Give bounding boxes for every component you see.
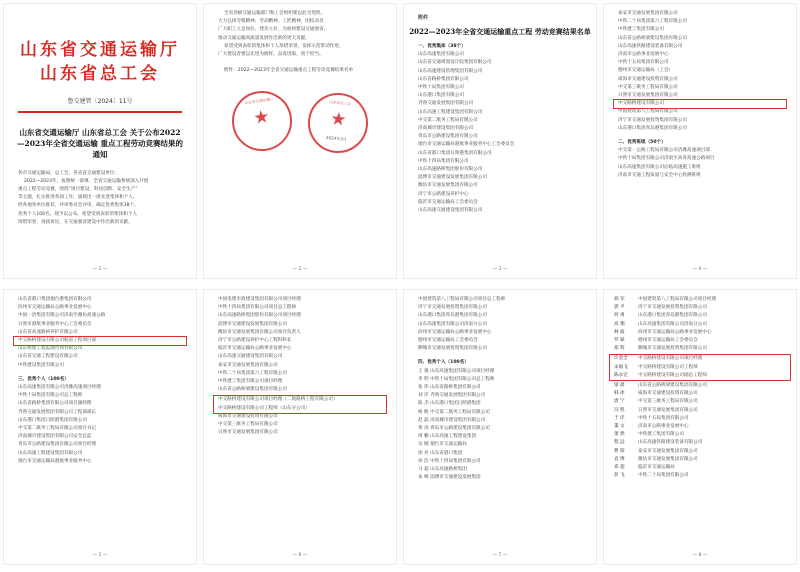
list-item: 日照市交通发展集团有限公司 <box>618 93 678 99</box>
list-item: 滨州市交通运输局公路事业发展中心 <box>418 329 492 335</box>
person-entry: 李 明 中铁十局集团有限公司总工程师 <box>418 376 495 382</box>
person-name: 林 波 <box>614 329 625 335</box>
person-name: 彭 飞 <box>614 473 625 479</box>
person-org: 济南市公路事业发展中心 <box>638 424 689 430</box>
person-entry: 周 鹏 山东高速工程建设集团 <box>418 434 477 440</box>
list-item: 潍坊市交通发展集团有限公司 <box>418 183 478 189</box>
highlighted-entry: 中交路桥建设有限公司工程师（山东分公司） <box>218 405 310 411</box>
list-item: 中铁十局集团有限公司济南至高青高速公路项目 <box>618 156 715 162</box>
list-item: 山东高速建设管理集团有限公司 <box>418 68 483 74</box>
list-item: 中铁十五局集团有限公司 <box>618 60 669 66</box>
seal-ring-text: 山东省交通运输厅 <box>244 97 274 106</box>
person-org: 滨州市交通运输局公路事业发展中心 <box>638 329 712 335</box>
person-entry: 吴 刚 烟台市交通运输局 <box>418 442 467 448</box>
section-heading: 三、优秀个人（100名） <box>18 376 69 382</box>
list-item: 中铁十四局集团有限公司 <box>418 158 469 164</box>
person-entry <box>604 398 796 406</box>
annex-label: 附件 <box>418 15 429 21</box>
list-item: 中国建筑第八工程局有限公司项目总工程师 <box>418 297 506 302</box>
list-item: 临沂市交通运输局公路事业发展中心 <box>218 346 292 352</box>
person-name: 程 远 <box>614 440 625 446</box>
list-item: 中交第三航务工程局有限公司 <box>618 84 678 90</box>
section-heading: 二、优秀班组（50个） <box>618 140 666 146</box>
person-entry <box>604 415 796 423</box>
document-number: 鲁交建管〔2024〕11号 <box>67 98 133 105</box>
list-item: 泰安市交通发展集团有限公司 <box>218 362 278 368</box>
list-item: 济宁市交通发展投资集团有限公司 <box>418 305 487 311</box>
issuer-org-2: 山东省总工会 <box>40 64 160 84</box>
list-title: 2022—2023年全省交通运输重点工程 劳动竞赛结果名单 <box>409 27 591 36</box>
person-entry: 黄 涛 青岛市公路建设集团有限公司 <box>418 426 490 432</box>
person-name: 郑 辉 <box>614 346 625 352</box>
list-item: 济宁市交通发展投资集团有限公司 <box>618 117 687 123</box>
red-divider <box>18 111 182 113</box>
document-page-7 <box>404 290 596 564</box>
list-item: 中交第二航务工程局有限公司项目书记 <box>18 426 97 432</box>
list-item: 威海市交通建设投资有限公司 <box>218 413 278 419</box>
issuer-org-1: 山东省交通运输厅 <box>20 40 180 60</box>
list-item: 山东省交通工程建设有限公司 <box>18 354 78 360</box>
list-item: 齐鲁交通发展集团有限公司工程部部长 <box>18 409 97 415</box>
person-entry: 孙 浩 中铁十四局集团有限公司 <box>418 458 481 464</box>
person-org: 中交路桥建设有限公司项目经理 <box>638 356 703 362</box>
person-name: 梁 晨 <box>614 383 625 389</box>
seal-ring-text: 山东省总工会 <box>329 100 352 107</box>
list-item: 中铁十局集团有限公司 <box>418 85 464 91</box>
person-org: 威海市交通建设投资有限公司 <box>638 391 698 397</box>
person-org: 临沂市交通运输局 <box>638 465 675 471</box>
page-number: — 6 — <box>292 553 308 558</box>
person-entry <box>604 472 796 480</box>
person-org: 中交路桥建设有限公司工程师 <box>638 364 698 370</box>
person-entry <box>604 423 796 431</box>
person-entry: 张 伟 山东省路桥集团有限公司 <box>418 385 481 391</box>
list-item: 烟台市交通运输局港航事业服务中心工会委员会 <box>418 142 515 148</box>
list-item: 山东高速集团有限公司 <box>418 52 464 58</box>
section-heading: 四、优秀个人（100名） <box>418 360 469 366</box>
body-line: 优秀个人100名，现予以公布。希望受到表彰的集体和个人 <box>18 211 138 217</box>
list-item: 聊城市交通发展投资集团有限公司 <box>418 346 487 352</box>
page-number: — 7 — <box>492 553 508 558</box>
highlight-box <box>610 355 790 380</box>
body-line: 全省各级交通运输部门和工会组织要以此为契机， <box>224 11 326 16</box>
person-name: 韩 冰 <box>614 391 625 397</box>
person-name: 唐 宁 <box>614 399 625 405</box>
star-icon: ★ <box>252 106 271 130</box>
person-entry <box>604 345 796 353</box>
person-org: 潍坊市交通发展集团有限公司 <box>638 456 698 462</box>
person-entry: 刘 洋 齐鲁交通发展集团有限公司 <box>418 393 486 399</box>
person-name: 于 洋 <box>614 415 625 421</box>
person-entry <box>604 439 796 447</box>
star-icon: ★ <box>329 108 348 132</box>
list-item: 山东高速工程建设集团有限公司 <box>18 450 83 456</box>
highlighted-entry: 中交路桥建设有限公司航道工程项目部 <box>14 337 186 345</box>
person-entry <box>604 296 796 304</box>
body-line: 2022—2023年，按照统一部署，全省交通运输系统深入开展 <box>24 178 149 184</box>
list-item: 中交第一公路工程局有限公司济潍高速项目部 <box>618 148 710 154</box>
list-item: 山东省路桥集团有限公司 <box>418 76 469 82</box>
list-item: 山东高速集团有限公司济潍高速项目经理 <box>18 385 101 391</box>
person-name: 董 文 <box>614 424 625 430</box>
list-item: 山东高速集团有限公司沾临高速施工班组 <box>618 164 701 170</box>
person-org: 中铁建工集团有限公司 <box>638 432 684 438</box>
list-item: 中国建筑第八工程局有限公司 <box>618 109 678 115</box>
list-item: 淄博市交通建设发展集团有限公司 <box>218 321 287 327</box>
list-item: 山东高速交通建设集团有限公司 <box>218 354 283 360</box>
list-item: 济南城市建设集团有限公司安全总监 <box>18 434 92 440</box>
person-entry <box>604 337 796 345</box>
person-name: 萧 然 <box>614 432 625 438</box>
list-item: 山东港口集团青岛港集团有限公司 <box>618 125 687 131</box>
list-item: 淄博市交通建设发展集团有限公司 <box>418 175 487 181</box>
list-item: 中铁建设集团有限公司 <box>18 362 64 368</box>
seal-stamp-2 <box>305 90 371 156</box>
body-line: 大力弘扬劳模精神、劳动精神、工匠精神，团结动员 <box>218 19 324 25</box>
body-line: 广大建设者要以先进为榜样，奋发进取，勇于担当。 <box>218 52 324 58</box>
person-name: 邓 超 <box>614 465 625 471</box>
list-item: 山东省港口集团日照港集团有限公司 <box>418 150 492 156</box>
person-entry <box>604 390 796 398</box>
person-name: 曹 阳 <box>614 448 625 454</box>
person-entry <box>604 382 796 390</box>
section-heading: 一、优秀集体（38个） <box>418 44 466 49</box>
person-org: 中铁十五局集团有限公司 <box>638 415 689 421</box>
person-entry: 王 强 山东高速集团有限公司项目经理 <box>418 368 495 374</box>
list-item: 德州市交通运输局（工会） <box>618 68 674 74</box>
page-number: — 1 — <box>92 267 108 272</box>
list-item: 齐鲁交通发展集团有限公司 <box>418 101 474 107</box>
person-org: 山东港口集团青岛港集团有限公司 <box>638 313 707 319</box>
highlight-box <box>214 396 386 412</box>
document-page-5 <box>4 290 196 564</box>
signing-date: 2024年3月 <box>325 135 347 143</box>
list-item: 济宁市公路建设养护中心工程科科长 <box>218 338 292 344</box>
person-entry <box>604 304 796 312</box>
list-item: 山东省公路桥梁建设集团有限公司 <box>218 387 287 393</box>
list-item: 烟台市交通运输局港航事业服务中心 <box>18 458 92 464</box>
body-line: 珍惜荣誉，再接再厉，在交通强省建设中作出新的贡献。 <box>18 219 133 225</box>
person-org: 日照市交通发展集团有限公司 <box>638 407 698 413</box>
person-entry <box>604 407 796 415</box>
list-item: 中交第二航务工程局有限公司 <box>418 117 478 123</box>
list-item: 中铁建工集团有限公司项目经理 <box>218 379 283 385</box>
highlighted-entry: 中交路桥建设有限公司 <box>614 100 786 108</box>
person-name: 罗 斌 <box>614 338 625 344</box>
list-item: 济南市交通工程质量与安全中心检测班组 <box>618 172 701 178</box>
highlighted-entry <box>610 364 790 372</box>
person-name: 冯 凯 <box>614 407 625 413</box>
list-item: 中国电建市政建设集团有限公司项目经理 <box>218 297 301 302</box>
person-entry: 马 超 山东高速路桥集团 <box>418 467 467 473</box>
list-item: 潍坊市交通发展集团有限公司项目负责人 <box>218 329 301 335</box>
body-line: 各市交通运输局、总工会，各省直交通建设单位： <box>18 170 120 176</box>
list-item: 济南城市建设集团有限公司 <box>418 126 474 132</box>
list-item: 中铁十四局集团有限公司项目总工程师 <box>218 305 297 311</box>
list-item: 山东省港口集团烟台港集团有限公司 <box>18 297 92 302</box>
attachment-note: 附件：2022—2023年全省交通运输重点工程劳动竞赛结果名单 <box>224 68 354 74</box>
list-item: 青岛市公路建设集团有限公司项目经理 <box>18 442 97 448</box>
person-org: 济宁市交通发展投资集团有限公司 <box>638 305 707 311</box>
person-entry: 杨 帆 中交第二航务工程局有限公司 <box>418 409 490 415</box>
list-item: 日照市交通发展集团有限公司 <box>218 430 278 436</box>
person-org: 中国建筑第八工程局有限公司项目经理 <box>638 297 717 302</box>
person-org: 中铁二十局集团有限公司 <box>638 473 689 479</box>
person-org: 中交路桥建设有限公司副总工程师 <box>638 372 707 378</box>
person-name: 袁 博 <box>614 456 625 462</box>
list-item: 中铁十局集团有限公司总工程师 <box>18 393 83 399</box>
person-org: 聊城市交通发展投资集团有限公司 <box>638 346 707 352</box>
list-item: 山东高速交通建设集团有限公司 <box>418 208 483 214</box>
person-name: 胡 军 <box>614 297 625 302</box>
page-number: — 8 — <box>692 553 708 558</box>
person-entry <box>604 448 796 456</box>
list-item: 中铁二十局集团第六工程有限公司 <box>218 370 287 376</box>
notice-title: 山东省交通运输厅 山东省总工会 关于公布2022—2023年全省交通运输 重点工程劳动竞赛结果的通知 <box>17 127 183 159</box>
page-number: — 4 — <box>692 267 708 272</box>
list-item: 中交第三航务工程局有限公司 <box>218 422 278 428</box>
list-item: 山东港口集团青岛港集团有限公司 <box>418 313 487 319</box>
document-page-4 <box>604 4 796 278</box>
list-item: 山东高速路桥集团股份有限公司项目经理 <box>218 313 301 319</box>
person-name: 陈永宏 <box>614 372 628 378</box>
body-line: 希望受到表彰的集体和个人珍惜荣誉，发挥示范带动作用， <box>224 43 344 49</box>
person-entry <box>604 321 796 329</box>
list-item: 德州市交通运输局工会委员会 <box>418 338 478 344</box>
person-entry <box>604 431 796 439</box>
body-line: 经各地各单位推荐，评审委员会评审，确定优秀集体38个、 <box>18 203 139 209</box>
body-line: 推动交通运输高质量发展作出新的更大贡献。 <box>218 35 310 41</box>
list-item: 山东省路桥集团有限公司项目副经理 <box>18 401 92 407</box>
document-page-6 <box>204 290 396 564</box>
list-item: 山东省交通规划设计院集团有限公司 <box>418 60 492 66</box>
highlighted-entry <box>610 372 790 380</box>
person-name: 何 勇 <box>614 313 625 319</box>
highlighted-entry: 中交路桥建设有限公司项目经理（二航路桥工程有限公司） <box>218 397 338 403</box>
person-org: 中交第三航务工程局有限公司 <box>638 399 698 405</box>
list-item: 山东高速铁路建设装备有限公司 <box>618 43 683 49</box>
body-line: 广大职工立足岗位、建功立业，为加快建设交通强省、 <box>218 27 329 33</box>
person-org: 泰安市交通发展集团有限公司 <box>638 448 698 454</box>
list-item: 中国一冶集团有限公司济南至潍坊高速公路 <box>18 313 106 319</box>
person-name: 高 翔 <box>614 321 625 327</box>
person-org: 山东高速铁路建设装备有限公司 <box>638 440 703 446</box>
person-org: 山东省公路桥梁建设集团有限公司 <box>638 383 707 389</box>
list-item: 山东省公路桥梁建设集团有限公司 <box>618 35 687 41</box>
body-line: 等主题，扎实推进各项工作，涌现出一批先进集体和个人。 <box>18 195 138 201</box>
list-item: 中铁建工集团有限公司 <box>618 27 664 33</box>
list-item: 中铁二十局集团第六工程有限公司 <box>618 19 687 25</box>
body-line: 重点工程劳动竞赛，围绕“项目建设、科技创新、安全生产” <box>18 186 138 192</box>
list-item: 日照市港航事业服务中心工会委员会 <box>18 321 92 327</box>
list-item: 临沂市交通运输局工会委员会 <box>418 199 478 205</box>
document-page-2 <box>204 4 396 278</box>
page-number: — 5 — <box>92 553 108 558</box>
list-item: 山东港口集团日照港集团有限公司 <box>18 417 87 423</box>
list-item: 山东恒建工程监理咨询有限公司 <box>18 346 83 352</box>
highlighted-entry <box>610 355 790 363</box>
page-number: — 2 — <box>292 267 308 272</box>
list-item: 滨州市交通运输局公路事业发展中心 <box>18 305 92 311</box>
document-page-1 <box>4 4 196 278</box>
list-item: 山东高速集团有限公司济南分公司 <box>418 321 487 327</box>
list-item: 山东省高速路桥养护有限公司 <box>18 329 78 335</box>
person-org: 山东高速集团有限公司济南分公司 <box>638 321 707 327</box>
person-org: 德州市交通运输局工会委员会 <box>638 338 698 344</box>
person-entry <box>604 329 796 337</box>
page-number: — 3 — <box>492 267 508 272</box>
person-name: 宋福飞 <box>614 364 628 370</box>
person-entry: 陈 杰 山东港口集团日照港集团 <box>418 401 481 407</box>
person-entry <box>604 456 796 464</box>
person-entry <box>604 312 796 320</box>
list-item: 山东港口集团有限公司 <box>418 93 464 99</box>
document-page-8 <box>604 290 796 564</box>
list-item: 青岛市公路建设集团有限公司 <box>418 134 478 140</box>
list-item: 济南市公路事业发展中心 <box>618 52 669 58</box>
list-item: 济宁市公路建设养护中心 <box>418 191 469 197</box>
seal-stamp-1 <box>228 88 296 156</box>
official-seals <box>204 85 396 157</box>
list-item: 山东高速路桥集团股份有限公司 <box>418 167 483 173</box>
person-name: 许金全 <box>614 356 628 362</box>
document-page-3 <box>404 4 596 278</box>
person-entry: 朱 峰 淄博市交通建设发展集团 <box>418 475 481 481</box>
person-name: 郭 平 <box>614 305 625 311</box>
list-item: 威海市交通建设投资有限公司 <box>618 76 678 82</box>
person-entry: 徐 亮 山东省港口集团 <box>418 450 463 456</box>
person-entry <box>604 464 796 472</box>
person-entry: 赵 磊 济南城市建设集团有限公司 <box>418 417 486 423</box>
list-item: 山东高速工程建设集团有限公司 <box>418 109 483 115</box>
list-item: 泰安市交通发展集团有限公司 <box>618 11 678 16</box>
